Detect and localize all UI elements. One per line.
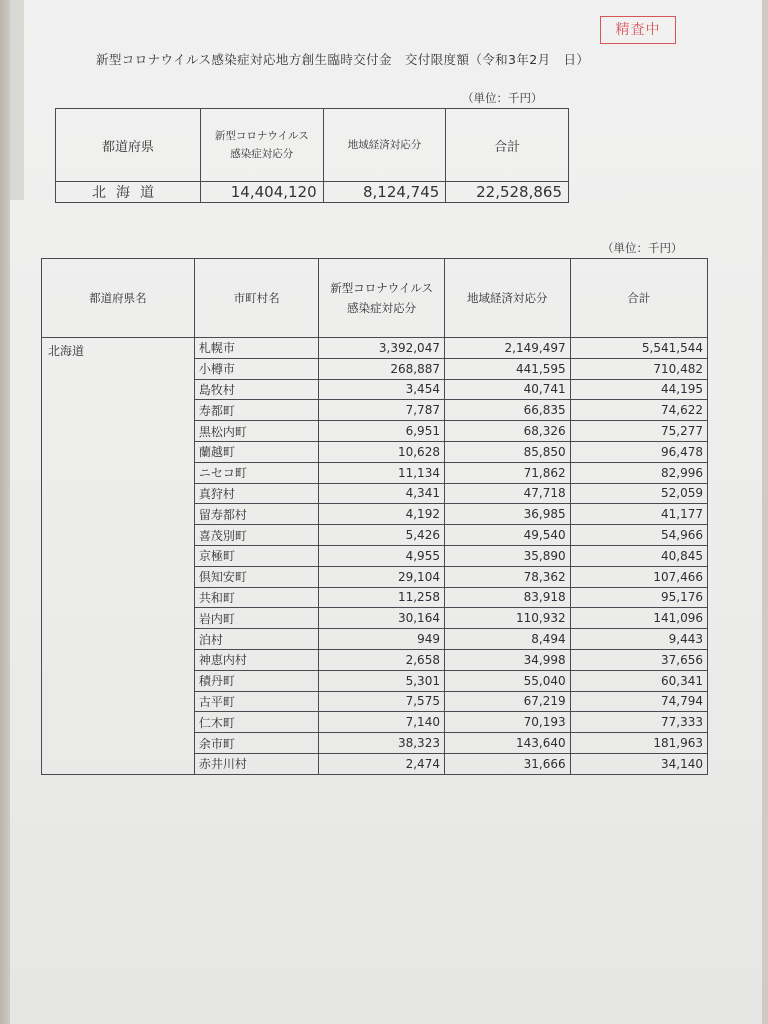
municipality-table	[41, 258, 708, 775]
total-value: 96,478	[570, 441, 707, 462]
total-value: 34,140	[570, 753, 707, 774]
total-value: 141,096	[570, 608, 707, 629]
municipality-name: 小樽市	[194, 358, 318, 379]
regional-value: 441,595	[444, 358, 570, 379]
municipality-name: 共和町	[194, 587, 318, 608]
total-value: 5,541,544	[570, 338, 707, 359]
total-value: 40,845	[570, 545, 707, 566]
page-left-edge	[0, 0, 10, 1024]
regional-value: 55,040	[444, 670, 570, 691]
summary-regional-value: 8,124,745	[323, 182, 446, 203]
corona-value: 7,575	[319, 691, 445, 712]
summary-row	[56, 182, 569, 203]
total-value: 9,443	[570, 629, 707, 650]
summary-total-value: 22,528,865	[446, 182, 569, 203]
detail-prefecture-cell: 北海道	[42, 338, 195, 775]
regional-value: 49,540	[444, 525, 570, 546]
municipality-name: 黒松内町	[194, 421, 318, 442]
municipality-name: 京極町	[194, 545, 318, 566]
regional-value: 66,835	[444, 400, 570, 421]
paper-fold	[10, 0, 24, 200]
corona-value: 29,104	[319, 566, 445, 587]
regional-value: 78,362	[444, 566, 570, 587]
summary-header-regional: 地域経済対応分	[323, 109, 446, 182]
municipality-name: 古平町	[194, 691, 318, 712]
municipality-name: 岩内町	[194, 608, 318, 629]
total-value: 710,482	[570, 358, 707, 379]
detail-header-municipality: 市町村名	[194, 259, 318, 338]
total-value: 74,622	[570, 400, 707, 421]
detail-header-total: 合計	[570, 259, 707, 338]
total-value: 107,466	[570, 566, 707, 587]
corona-value: 11,134	[319, 462, 445, 483]
total-value: 60,341	[570, 670, 707, 691]
corona-value: 3,392,047	[319, 338, 445, 359]
summary-header-total: 合計	[446, 109, 569, 182]
total-value: 75,277	[570, 421, 707, 442]
municipality-name: 積丹町	[194, 670, 318, 691]
corona-value: 2,658	[319, 649, 445, 670]
corona-value: 6,951	[319, 421, 445, 442]
corona-value: 3,454	[319, 379, 445, 400]
detail-body	[42, 338, 708, 775]
corona-value: 949	[319, 629, 445, 650]
total-value: 74,794	[570, 691, 707, 712]
corona-value: 4,955	[319, 545, 445, 566]
municipality-name: 泊村	[194, 629, 318, 650]
corona-value: 30,164	[319, 608, 445, 629]
summary-corona-value: 14,404,120	[200, 182, 323, 203]
regional-value: 68,326	[444, 421, 570, 442]
municipality-name: 仁木町	[194, 712, 318, 733]
total-value: 44,195	[570, 379, 707, 400]
summary-header-prefecture: 都道府県	[56, 109, 201, 182]
municipality-name: 寿都町	[194, 400, 318, 421]
municipality-name: 札幌市	[194, 338, 318, 359]
municipality-name: 留寿都村	[194, 504, 318, 525]
regional-value: 31,666	[444, 753, 570, 774]
corona-value: 7,787	[319, 400, 445, 421]
corona-value: 4,341	[319, 483, 445, 504]
total-value: 77,333	[570, 712, 707, 733]
regional-value: 83,918	[444, 587, 570, 608]
municipality-name: 島牧村	[194, 379, 318, 400]
summary-header-row	[56, 109, 569, 182]
municipality-name: ニセコ町	[194, 462, 318, 483]
regional-value: 47,718	[444, 483, 570, 504]
unit-label-summary: （単位：千円）	[462, 91, 543, 105]
total-value: 95,176	[570, 587, 707, 608]
summary-header-corona-line2: 感染症対応分	[230, 148, 294, 160]
corona-value: 38,323	[319, 733, 445, 754]
regional-value: 67,219	[444, 691, 570, 712]
municipality-name: 赤井川村	[194, 753, 318, 774]
corona-value: 2,474	[319, 753, 445, 774]
municipality-name: 倶知安町	[194, 566, 318, 587]
corona-value: 10,628	[319, 441, 445, 462]
regional-value: 71,862	[444, 462, 570, 483]
summary-header-corona	[200, 109, 323, 182]
municipality-name: 神恵内村	[194, 649, 318, 670]
total-value: 54,966	[570, 525, 707, 546]
unit-label-detail: （単位：千円）	[602, 241, 683, 255]
total-value: 52,059	[570, 483, 707, 504]
municipality-name: 喜茂別町	[194, 525, 318, 546]
municipality-name: 余市町	[194, 733, 318, 754]
corona-value: 5,426	[319, 525, 445, 546]
review-stamp: 精査中	[600, 16, 676, 44]
document-title: 新型コロナウイルス感染症対応地方創生臨時交付金 交付限度額（令和3年2月 日）	[96, 52, 590, 67]
table-row	[42, 338, 708, 359]
municipality-name: 蘭越町	[194, 441, 318, 462]
total-value: 37,656	[570, 649, 707, 670]
regional-value: 40,741	[444, 379, 570, 400]
detail-header-corona	[319, 259, 445, 338]
detail-header-corona-line1: 新型コロナウイルス	[330, 281, 434, 295]
summary-prefecture: 北海道	[56, 182, 201, 203]
summary-header-corona-line1: 新型コロナウイルス	[214, 130, 309, 142]
regional-value: 110,932	[444, 608, 570, 629]
municipality-name: 真狩村	[194, 483, 318, 504]
regional-value: 36,985	[444, 504, 570, 525]
corona-value: 5,301	[319, 670, 445, 691]
regional-value: 34,998	[444, 649, 570, 670]
summary-table	[55, 108, 569, 203]
corona-value: 268,887	[319, 358, 445, 379]
total-value: 41,177	[570, 504, 707, 525]
corona-value: 4,192	[319, 504, 445, 525]
regional-value: 8,494	[444, 629, 570, 650]
detail-header-row	[42, 259, 708, 338]
regional-value: 143,640	[444, 733, 570, 754]
regional-value: 70,193	[444, 712, 570, 733]
detail-header-corona-line2: 感染症対応分	[347, 301, 417, 315]
total-value: 82,996	[570, 462, 707, 483]
regional-value: 85,850	[444, 441, 570, 462]
corona-value: 7,140	[319, 712, 445, 733]
detail-header-prefecture: 都道府県名	[42, 259, 195, 338]
corona-value: 11,258	[319, 587, 445, 608]
regional-value: 2,149,497	[444, 338, 570, 359]
total-value: 181,963	[570, 733, 707, 754]
regional-value: 35,890	[444, 545, 570, 566]
detail-header-regional: 地域経済対応分	[444, 259, 570, 338]
